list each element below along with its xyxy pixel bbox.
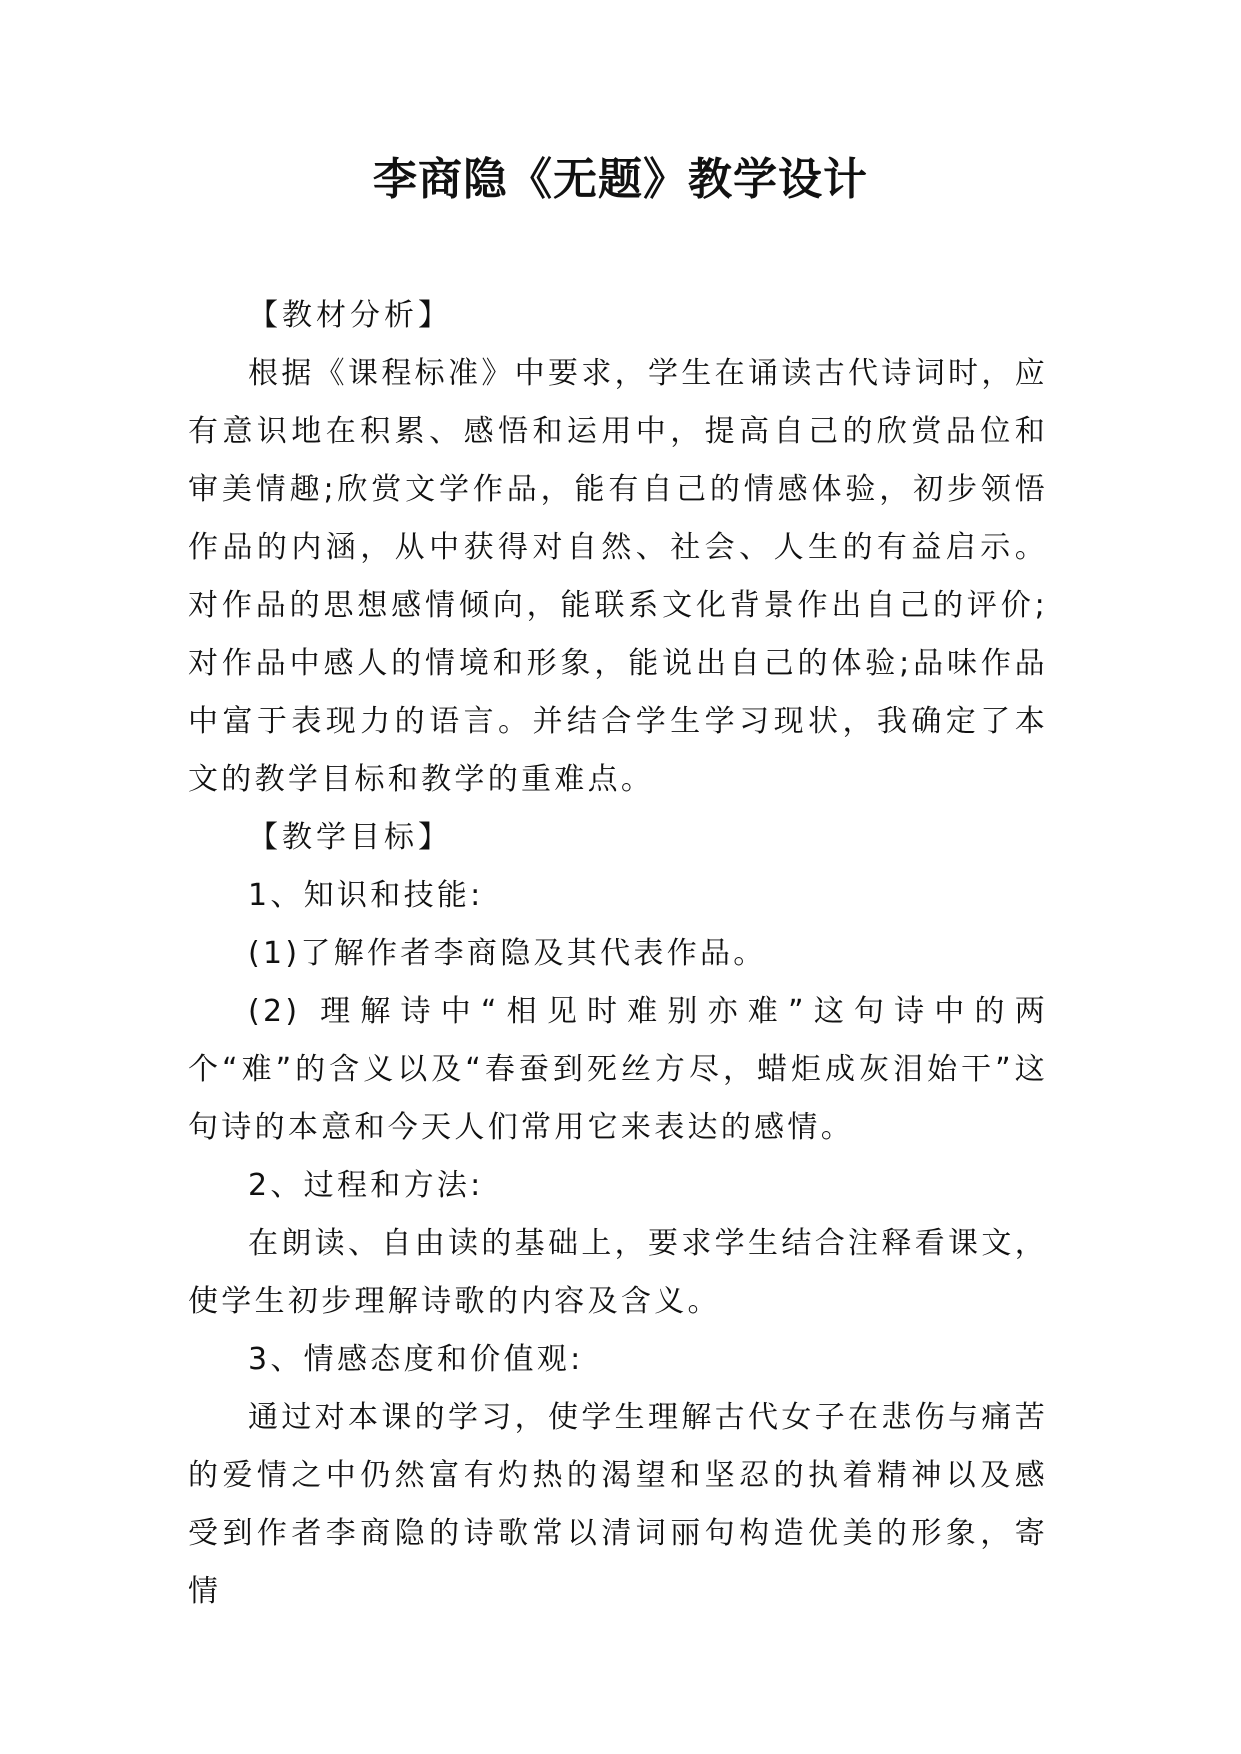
- paragraph-textbook-analysis: 根据《课程标准》中要求，学生在诵读古代诗词时，应有意识地在积累、感悟和运用中，提高自己的欣赏品位和审美情趣;欣赏文学作品，能有自己的情感体验，初步领悟作品的内涵，从中获得对自然、社会、人生的有益启示。对作品的思想感情倾向，能联系文化背景作出自己的评价;对作品中感人的情境和形象，能说出自己的体验;品味作品中富于表现力的语言。并结合学生学习现状，我确定了本文的教学目标和教学的重难点。: [188, 356, 1048, 797]
- document-title: 李商隐《无题》教学设计: [373, 154, 868, 205]
- paragraph-emotion-values: 通过对本课的学习，使学生理解古代女子在悲伤与痛苦的爱情之中仍然富有灼热的渴望和坚忍的执着精神以及感受到作者李商隐的诗歌常以清词丽句构造优美的形象，寄情: [188, 1400, 1048, 1609]
- paragraph-process-method: 在朗读、自由读的基础上，要求学生结合注释看课文，使学生初步理解诗歌的内容及含义。: [188, 1226, 1048, 1319]
- objective-heading-knowledge-skills: 1、知识和技能:: [248, 878, 484, 913]
- section-heading-teaching-objectives: 【教学目标】: [248, 820, 452, 855]
- objective-heading-emotion-values: 3、情感态度和价值观:: [248, 1342, 584, 1377]
- objective-heading-process-method: 2、过程和方法:: [248, 1168, 484, 1203]
- document-body: [188, 287, 1048, 1621]
- objective-item-2: (2) 理解诗中“相见时难别亦难”这句诗中的两个“难”的含义以及“春蚕到死丝方尽，蜡炬成灰泪始干”这句诗的本意和今天人们常用它来表达的感情。: [188, 994, 1048, 1145]
- objective-item-1: (1)了解作者李商隐及其代表作品。: [248, 936, 767, 971]
- section-heading-textbook-analysis: 【教材分析】: [248, 298, 452, 333]
